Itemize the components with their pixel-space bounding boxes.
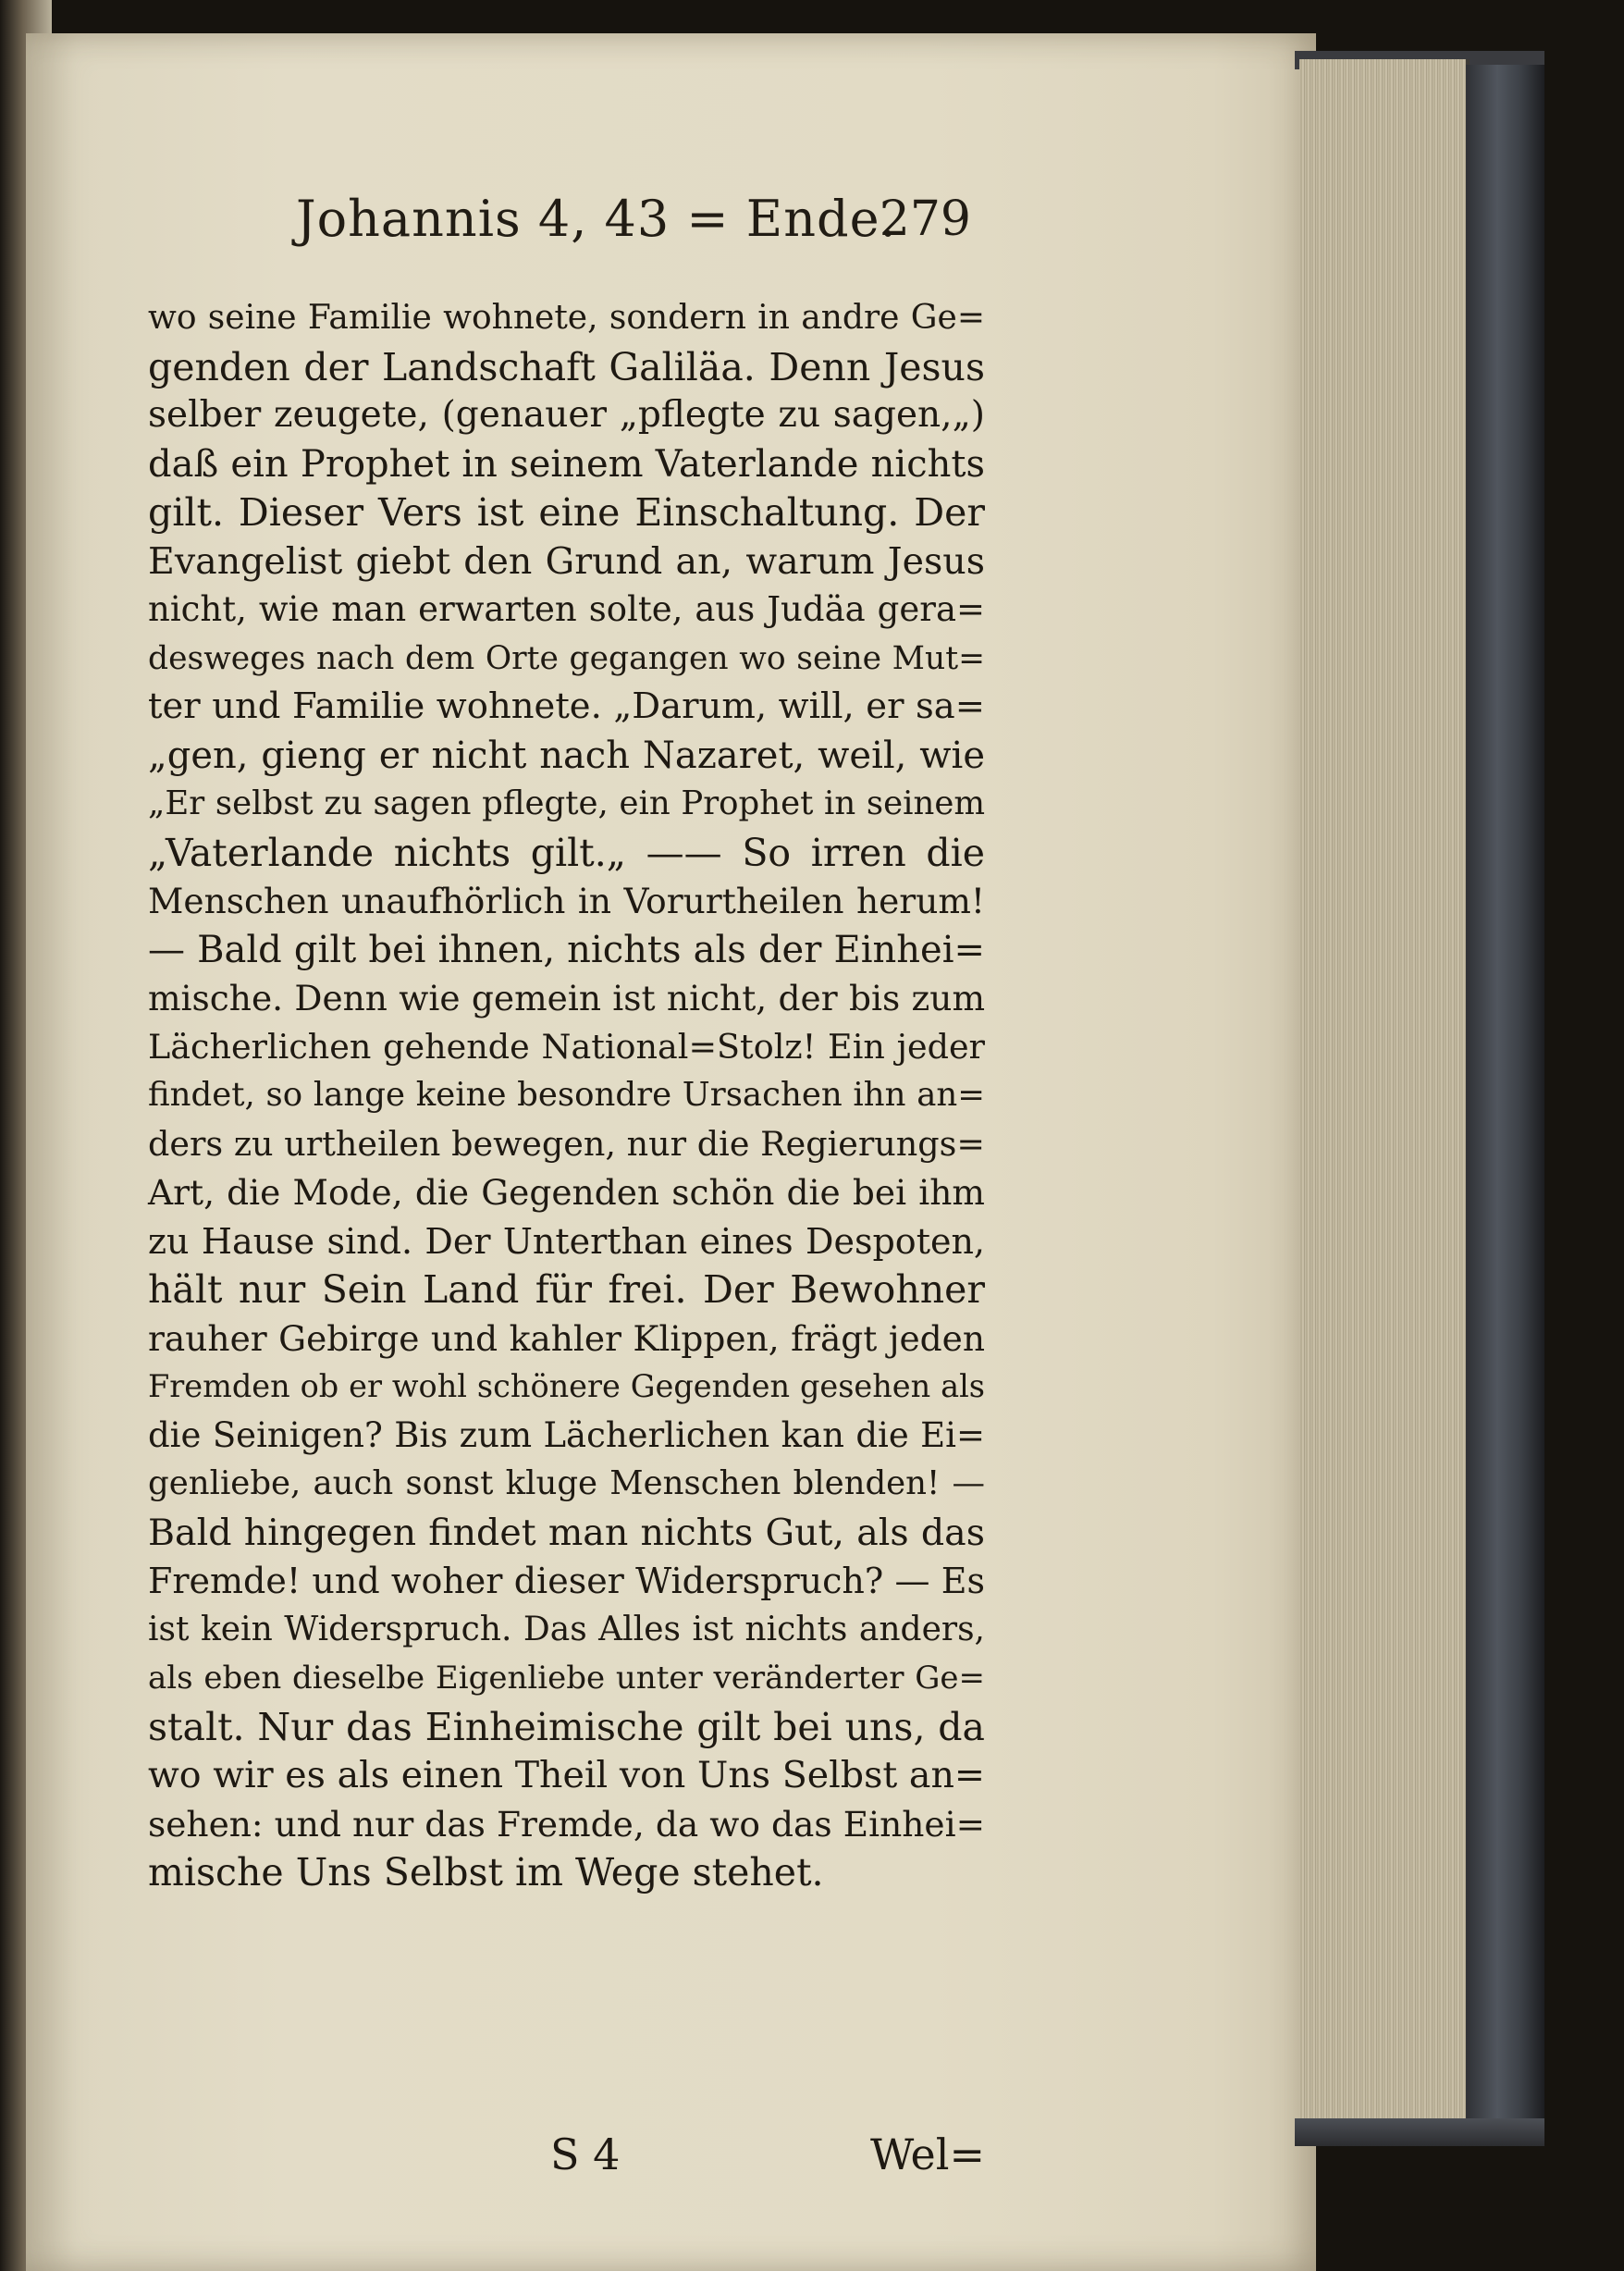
page-edges — [1299, 59, 1470, 2122]
running-head: Johannis 4, 43 = Ende. — [296, 190, 897, 248]
text-line: als eben dieselbe Eigenliebe unter veränderter Ge= — [148, 1660, 985, 1697]
text-line: — Bald gilt bei ihnen, nichts als der Einhei= — [148, 928, 985, 971]
text-line: Fremden ob er wohl schönere Gegenden gesehen als — [148, 1368, 985, 1404]
text-line: genden der Landschaft Galiläa. Denn Jesus — [148, 344, 985, 389]
text-line: Art, die Mode, die Gegenden schön die bei ihm — [148, 1172, 985, 1213]
text-line: Fremde! und woher dieser Widerspruch? — Es — [148, 1561, 985, 1601]
page-header — [296, 190, 971, 273]
text-line: genliebe, auch sonst kluge Menschen blenden! — — [148, 1464, 985, 1502]
page-footer — [148, 2129, 985, 2194]
body-text — [148, 294, 985, 1897]
text-line: hält nur Sein Land für frei. Der Bewohner — [148, 1267, 985, 1312]
text-line: die Seinigen? Bis zum Lächerlichen kan die Ei= — [148, 1414, 985, 1455]
text-line: mische Uns Selbst im Wege stehet. — [148, 1850, 824, 1895]
text-line: ter und Familie wohnete. „Darum, will, er sa= — [148, 685, 985, 727]
text-line: findet, so lange keine besondre Ursachen ihn an= — [148, 1076, 985, 1114]
text-line: rauher Gebirge und kahler Klippen, frägt jeden — [148, 1317, 985, 1359]
text-line: sehen: und nur das Fremde, da wo das Einhei= — [148, 1803, 985, 1845]
text-line: zu Hause sind. Der Unterthan eines Despoten, — [148, 1220, 985, 1262]
text-line: gilt. Dieser Vers ist eine Einschaltung. Der — [148, 490, 985, 535]
text-line: stalt. Nur das Einheimische gilt bei uns, da — [148, 1704, 985, 1749]
text-line: Bald hingegen findet man nichts Gut, als das — [148, 1511, 985, 1554]
text-line: nicht, wie man erwarten solte, aus Judäa gera= — [148, 589, 985, 629]
text-line: „Vaterlande nichts gilt.„ —— So irren die — [148, 830, 985, 875]
text-line: mische. Denn wie gemein ist nicht, der bis zum — [148, 978, 985, 1018]
cover-board — [1466, 65, 1544, 2128]
text-line: „gen, gieng er nicht nach Nazaret, weil, wie — [148, 734, 985, 777]
cover-edge-bottom — [1295, 2118, 1544, 2146]
text-line: desweges nach dem Orte gegangen wo seine Mut= — [148, 639, 985, 677]
text-line: Lächerlichen gehende National=Stolz! Ein jeder — [148, 1026, 985, 1067]
text-line: daß ein Prophet in seinem Vaterlande nichts — [148, 442, 985, 486]
text-line: wo seine Familie wohnete, sondern in andre Ge= — [148, 299, 985, 337]
signature-mark: S 4 — [550, 2129, 621, 2179]
text-line: selber zeugete, (genauer „pflegte zu sagen,„) — [148, 394, 985, 436]
page-number: 279 — [879, 191, 971, 247]
text-line: Menschen unaufhörlich in Vorurtheilen herum! — [148, 881, 985, 921]
text-line: „Er selbst zu sagen pflegte, ein Prophet in seinem — [148, 784, 985, 822]
text-line: ist kein Widerspruch. Das Alles ist nichts anders, — [148, 1610, 985, 1648]
text-line: Evangelist giebt den Grund an, warum Jesus — [148, 539, 985, 583]
text-line: wo wir es als einen Theil von Uns Selbst an= — [148, 1754, 985, 1796]
catchword: Wel= — [869, 2129, 985, 2179]
text-line: ders zu urtheilen bewegen, nur die Regierungs= — [148, 1123, 985, 1164]
